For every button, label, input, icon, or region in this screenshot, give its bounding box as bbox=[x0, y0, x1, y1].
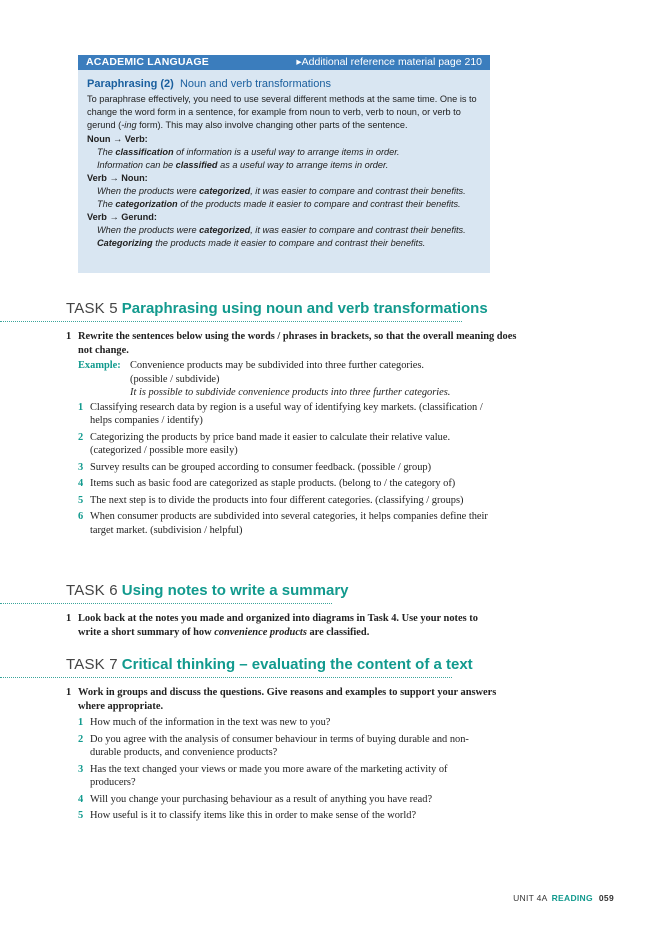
page-footer bbox=[513, 893, 614, 903]
task6-question: 1 Look back at the notes you made and organized into diagrams in Task 4. Use your notes to write a short summary of how convenience products are classified. bbox=[66, 612, 486, 639]
task7-number: TASK 7 bbox=[66, 656, 118, 673]
task6-heading bbox=[66, 581, 349, 601]
list-item: 3 Survey results can be grouped according to consumer feedback. (possible / group) bbox=[78, 461, 432, 473]
task5-items bbox=[78, 359, 498, 537]
list-item: 2 Categorizing the products by price band made it easier to calculate their relative value. (categorized / possible more easily) bbox=[78, 431, 451, 456]
reference-link[interactable]: ▸Additional reference material page 210 bbox=[296, 56, 482, 68]
task5-divider bbox=[0, 321, 462, 322]
task7-heading bbox=[66, 655, 473, 675]
task5-heading bbox=[66, 299, 488, 319]
list-item: 2 Do you agree with the analysis of consumer behaviour in terms of buying durable and non-durable products, and convenience products? bbox=[78, 733, 469, 758]
box-subtitle-bold: Paraphrasing (2) bbox=[87, 78, 174, 90]
list-item: 4 Will you change your purchasing behaviour as a result of anything you have read? bbox=[78, 793, 433, 805]
footer-unit: UNIT 4A bbox=[513, 893, 548, 903]
list-item: 3 Has the text changed your views or made you more aware of the marketing activity of producers? bbox=[78, 763, 448, 788]
task5-question: 1 Rewrite the sentences below using the words / phrases in brackets, so that the overall meaning does not change. bbox=[66, 331, 517, 356]
list-item: 5 The next step is to divide the products into four different categories. (classifying / groups) bbox=[78, 494, 464, 506]
example-sentence: The classification of information is a useful way to arrange items in order. bbox=[97, 147, 400, 157]
section-label: Noun → Verb: bbox=[87, 134, 148, 144]
list-item: 4 Items such as basic food are categorized as staple products. (belong to / the category of) bbox=[78, 478, 456, 489]
example-label: Example: bbox=[78, 360, 121, 371]
academic-language-title: ACADEMIC LANGUAGE bbox=[86, 56, 209, 68]
list-item: 6 When consumer products are subdivided into several categories, it helps companies define their target market. (subdivision / helpful) bbox=[78, 511, 488, 536]
page-number: 059 bbox=[598, 893, 614, 903]
task7-items bbox=[78, 716, 490, 823]
task6-title: Using notes to write a summary bbox=[121, 582, 349, 599]
box-intro: To paraphrase effectively, you need to use several different methods at the same time. One is to change the word form in a sentence, for example from noun to verb, verb to noun, or verb to gerund (-ing form). This may also involve changing other parts of the sentence. bbox=[87, 94, 477, 130]
section-noun-verb bbox=[87, 133, 481, 172]
list-item: 1 Classifying research data by region is a useful way of identifying key markets. (classification / helps companies / identify) bbox=[78, 401, 483, 426]
task7-question-text: Work in groups and discuss the questions. Give reasons and examples to support your answers where appropriate. bbox=[78, 687, 497, 712]
section-label: Verb → Noun: bbox=[87, 173, 148, 183]
box-subtitle-rest: Noun and verb transformations bbox=[179, 78, 331, 90]
section-verb-gerund bbox=[87, 211, 481, 250]
academic-language-header bbox=[78, 55, 490, 70]
example-sentence: Information can be classified as a useful way to arrange items in order. bbox=[97, 160, 389, 170]
box-subtitle bbox=[87, 76, 481, 92]
example-sentence: When the products were categorized, it was easier to compare and contrast their benefits. bbox=[97, 225, 466, 235]
academic-language-box bbox=[78, 55, 490, 273]
task5-example: Example: Convenience products may be subdivided into three further categories. (possible / subdivide) It is possible to subdivide convenience products into three further categories. bbox=[78, 360, 451, 398]
task5-number: TASK 5 bbox=[66, 300, 118, 317]
task6-divider bbox=[0, 603, 332, 604]
task6-question-text: Look back at the notes you made and organized into diagrams in Task 4. Use your notes to write a short summary of how convenience products are classified. bbox=[78, 613, 478, 638]
section-verb-noun bbox=[87, 172, 481, 211]
example-sentence: When the products were categorized, it was easier to compare and contrast their benefits. bbox=[97, 186, 466, 196]
task5-title: Paraphrasing using noun and verb transformations bbox=[121, 300, 488, 317]
list-item: 5 How useful is it to classify items like this in order to make sense of the world? bbox=[78, 810, 417, 821]
example-sentence: The categorization of the products made it easier to compare and contrast their benefits. bbox=[97, 199, 461, 209]
task7-divider bbox=[0, 677, 452, 678]
example-sentence: Categorizing the products made it easier to compare and contrast their benefits. bbox=[97, 238, 426, 248]
section-label: Verb → Gerund: bbox=[87, 212, 157, 222]
list-item: 1 How much of the information in the text was new to you? bbox=[78, 717, 331, 728]
task5-question-text: Rewrite the sentences below using the words / phrases in brackets, so that the overall meaning does not change. bbox=[78, 331, 517, 356]
task7-question: 1 Work in groups and discuss the questions. Give reasons and examples to support your answers where appropriate. bbox=[66, 686, 491, 713]
task7-title: Critical thinking – evaluating the content of a text bbox=[121, 656, 473, 673]
footer-section: READING bbox=[551, 893, 593, 903]
task6-number: TASK 6 bbox=[66, 582, 118, 599]
